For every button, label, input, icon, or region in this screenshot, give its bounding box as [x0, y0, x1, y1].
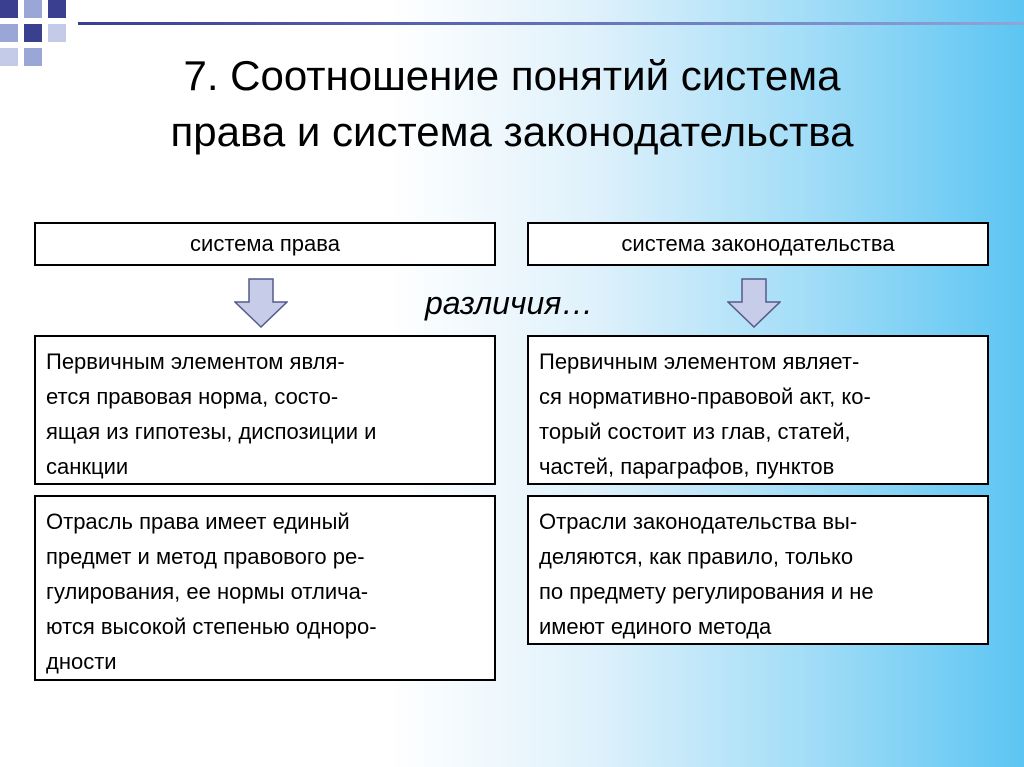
box-line: санкции [46, 454, 129, 479]
title-line-1: 7. Соотношение понятий система [183, 52, 841, 99]
box-line: Первичным элементом явля- [46, 349, 345, 374]
box-line: имеют единого метода [539, 614, 772, 639]
box-line: по предмету регулирования и не [539, 579, 874, 604]
box-line: ся нормативно-правовой акт, ко- [539, 384, 871, 409]
box-line: гулирования, ее нормы отлича- [46, 579, 369, 604]
header-legal-system: система права [34, 222, 496, 266]
box-left-primary-element [34, 335, 496, 485]
box-line: Отрасли законодательства вы- [539, 509, 858, 534]
box-line: Отрасль права имеет единый [46, 509, 350, 534]
slide-title [0, 48, 1024, 160]
box-line: частей, параграфов, пунктов [539, 454, 835, 479]
box-right-primary-element [527, 335, 989, 485]
box-line: ящая из гипотезы, диспозиции и [46, 419, 377, 444]
box-line: ется правовая норма, состо- [46, 384, 339, 409]
box-line: деляются, как правило, только [539, 544, 854, 569]
box-right-branch [527, 495, 989, 645]
differences-label: различия… [425, 285, 594, 321]
box-line: ются высокой степенью одноро- [46, 614, 377, 639]
box-line: Первичным элементом являет- [539, 349, 860, 374]
box-line: дности [46, 649, 117, 674]
box-line: предмет и метод правового ре- [46, 544, 365, 569]
down-arrow-right-icon [727, 278, 781, 328]
header-legislation-system: система законодательства [527, 222, 989, 266]
down-arrow-left-icon [234, 278, 288, 328]
title-underline [78, 22, 1024, 25]
title-line-2: права и система законодательства [170, 108, 854, 155]
box-left-branch [34, 495, 496, 681]
box-line: торый состоит из глав, статей, [539, 419, 851, 444]
